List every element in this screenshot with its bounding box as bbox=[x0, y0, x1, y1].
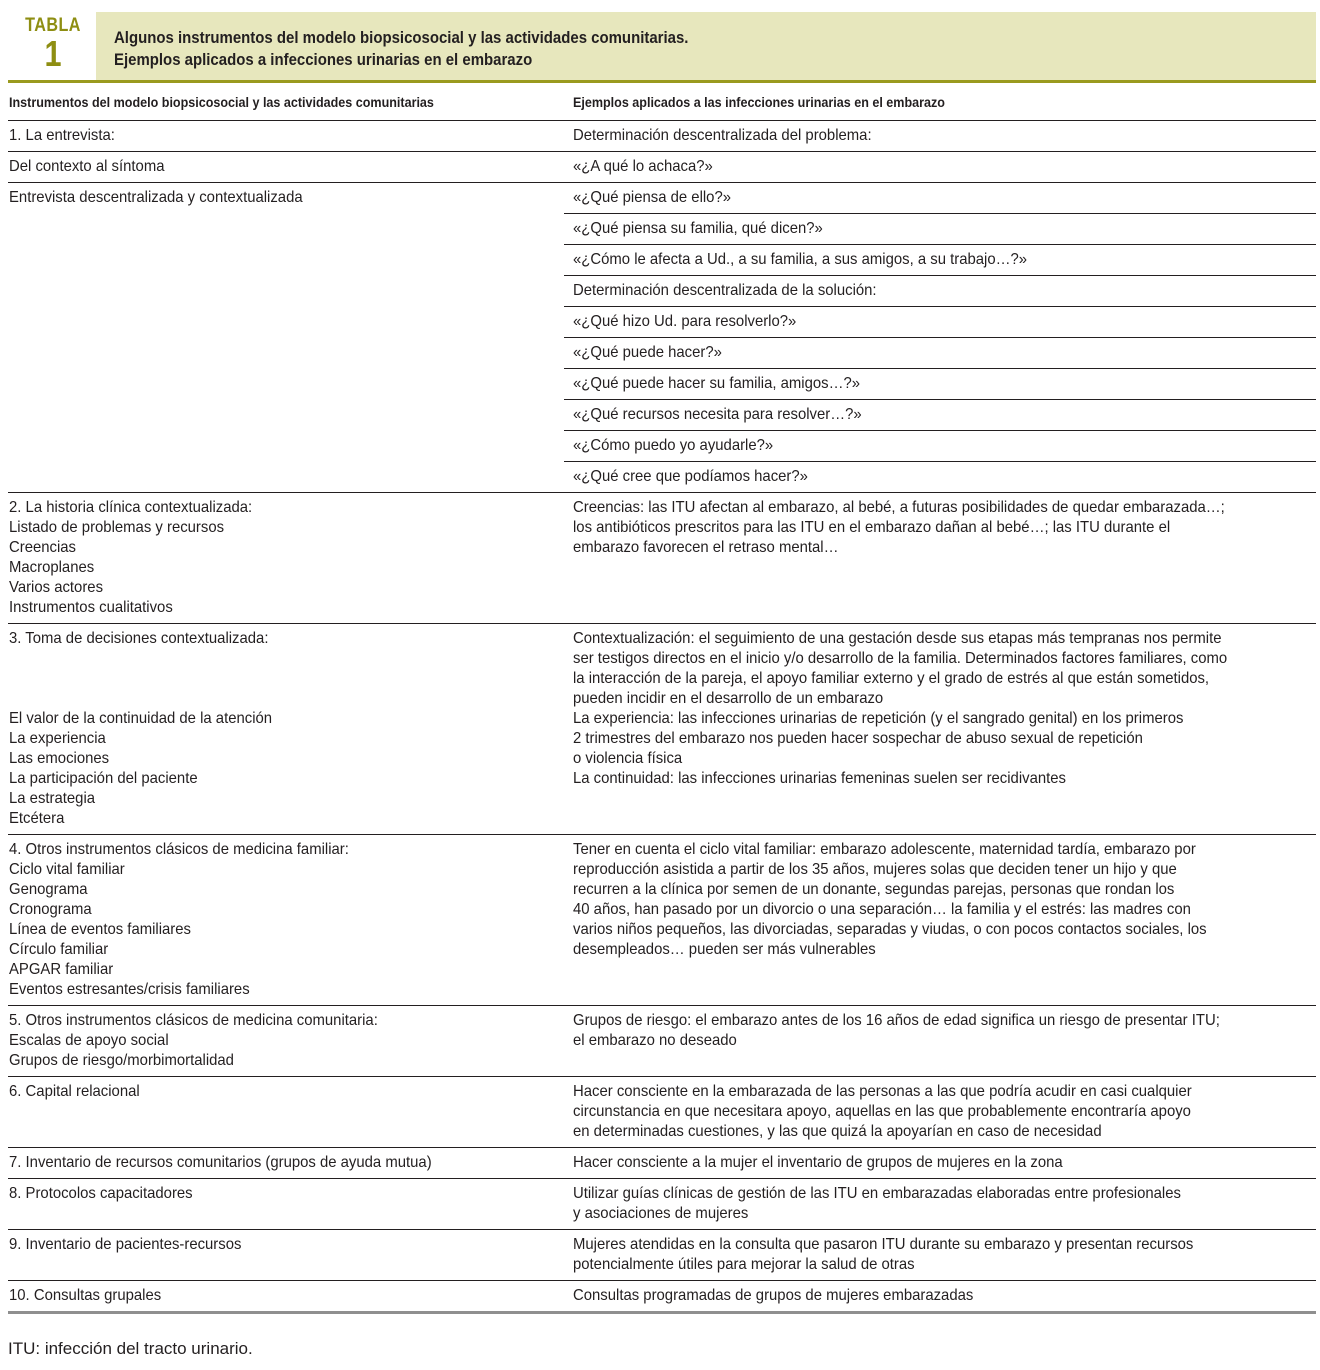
table-row bbox=[8, 493, 1316, 624]
table-title-line-1: Algunos instrumentos del modelo biopsicosocial y las actividades comunitarias. bbox=[114, 28, 689, 47]
table-row bbox=[8, 1148, 1316, 1179]
example-text: «¿Qué puede hacer su familia, amigos…?» bbox=[573, 375, 861, 392]
instrument-cell bbox=[8, 493, 564, 624]
example-cell bbox=[564, 1077, 1316, 1148]
example-text: Determinación descentralizada de la solución: bbox=[573, 282, 877, 299]
instrument-cell bbox=[8, 183, 564, 214]
example-cell bbox=[564, 1006, 1316, 1077]
table-row bbox=[8, 462, 1316, 493]
instrument-cell bbox=[8, 462, 564, 493]
instrument-cell bbox=[8, 214, 564, 245]
example-cell bbox=[564, 1179, 1316, 1230]
example-text: «¿Qué hizo Ud. para resolverlo?» bbox=[573, 313, 797, 330]
example-cell bbox=[564, 338, 1316, 369]
table-row bbox=[8, 276, 1316, 307]
example-cell bbox=[564, 1148, 1316, 1179]
column-header-ejemplos: Ejemplos aplicados a las infecciones urinarias en el embarazo bbox=[564, 84, 1316, 121]
example-cell bbox=[564, 276, 1316, 307]
table-title-box bbox=[96, 12, 1316, 80]
table-row bbox=[8, 1006, 1316, 1077]
example-text: Hacer consciente en la embarazada de las personas a las que podría acudir en casi cualquier circunstancia en que necesitara apoyo, aquellas en las que probablemente encontraría apoyo en determinadas cuestiones, y las que quizá la apoyarían en caso de necesidad bbox=[573, 1083, 1192, 1140]
example-cell bbox=[564, 245, 1316, 276]
table-head-row bbox=[8, 84, 1316, 121]
example-cell bbox=[564, 493, 1316, 624]
instrument-cell bbox=[8, 307, 564, 338]
table-row bbox=[8, 183, 1316, 214]
example-text: «¿Qué puede hacer?» bbox=[573, 344, 722, 361]
instrument-cell bbox=[8, 400, 564, 431]
instrument-cell bbox=[8, 369, 564, 400]
example-cell bbox=[564, 400, 1316, 431]
instrument-text: 6. Capital relacional bbox=[9, 1083, 140, 1100]
instrument-cell bbox=[8, 121, 564, 152]
example-cell bbox=[564, 1230, 1316, 1281]
example-text: «¿Cómo puedo yo ayudarle?» bbox=[573, 437, 774, 454]
table-row bbox=[8, 431, 1316, 462]
instrument-cell bbox=[8, 1148, 564, 1179]
example-cell bbox=[564, 307, 1316, 338]
table-row bbox=[8, 214, 1316, 245]
instrument-cell bbox=[8, 338, 564, 369]
example-cell bbox=[564, 214, 1316, 245]
example-cell bbox=[564, 1281, 1316, 1313]
data-table bbox=[8, 84, 1316, 1314]
instrument-cell bbox=[8, 1077, 564, 1148]
instrument-cell bbox=[8, 1281, 564, 1313]
table-row bbox=[8, 338, 1316, 369]
instrument-text: 8. Protocolos capacitadores bbox=[9, 1185, 193, 1202]
example-text: Creencias: las ITU afectan al embarazo, al bebé, a futuras posibilidades de quedar embarazada…; los antibióticos prescritos para las ITU en el embarazo dañan al bebé…; las ITU durante el embarazo favorecen el retraso mental… bbox=[573, 499, 1225, 556]
table-footnote: ITU: infección del tracto urinario. bbox=[8, 1339, 253, 1358]
table-row bbox=[8, 1281, 1316, 1313]
instrument-cell bbox=[8, 1179, 564, 1230]
table-row bbox=[8, 835, 1316, 1006]
instrument-text: 9. Inventario de pacientes-recursos bbox=[9, 1236, 242, 1253]
example-cell bbox=[564, 835, 1316, 1006]
table-row bbox=[8, 1230, 1316, 1281]
example-cell bbox=[564, 431, 1316, 462]
table-row bbox=[8, 400, 1316, 431]
example-cell bbox=[564, 121, 1316, 152]
table-body bbox=[8, 121, 1316, 1313]
example-text: «¿Qué cree que podíamos hacer?» bbox=[573, 468, 808, 485]
instrument-text: 4. Otros instrumentos clásicos de medicina familiar: Ciclo vital familiar Genograma Cronograma Línea de eventos familiares Círculo familiar APGAR familiar Eventos estresantes/crisis familiares bbox=[9, 841, 349, 998]
instrument-text: 10. Consultas grupales bbox=[9, 1287, 162, 1304]
example-text: «¿A qué lo achaca?» bbox=[573, 158, 713, 175]
example-cell bbox=[564, 624, 1316, 835]
example-text: «¿Qué piensa su familia, qué dicen?» bbox=[573, 220, 823, 237]
instrument-text: 2. La historia clínica contextualizada: Listado de problemas y recursos Creencias Macroplanes Varios actores Instrumentos cualitativos bbox=[9, 499, 253, 616]
instrument-text: 5. Otros instrumentos clásicos de medicina comunitaria: Escalas de apoyo social Grupos de riesgo/morbimortalidad bbox=[9, 1012, 378, 1069]
example-text: Grupos de riesgo: el embarazo antes de los 16 años de edad significa un riesgo de presentar ITU; el embarazo no deseado bbox=[573, 1012, 1220, 1049]
example-cell bbox=[564, 152, 1316, 183]
instrument-text: 1. La entrevista: bbox=[9, 127, 115, 144]
table-row bbox=[8, 1077, 1316, 1148]
example-text: Contextualización: el seguimiento de una gestación desde sus etapas más tempranas nos permite ser testigos directos en el inicio y/o desarrollo de la familia. Determinados factores familiares, como la interacción de la pareja, el apoyo familiar externo y el grado de estrés al que están sometidos, pueden incidir en el desarrollo de un embarazo La experiencia: las infecciones urinarias de repetición (y el sangrado genital) en los primeros 2 trimestres del embarazo nos pueden hacer sospechar de abuso sexual de repetición o violencia física La continuidad: las infecciones urinarias femeninas suelen ser recidivantes bbox=[573, 630, 1228, 787]
example-text: Tener en cuenta el ciclo vital familiar: embarazo adolescente, maternidad tardía, embarazo por reproducción asistida a partir de los 35 años, mujeres solas que deciden tener un hijo y que recurren a la clínica por semen de un donante, segundas parejas, personas que rondan los 40 años, han pasado por un divorcio o una separación… la familia y el estrés: las madres con varios niños pequeños, las divorciadas, separadas y viudas, o con pocos contactos sociales, los desempleados… pueden ser más vulnerables bbox=[573, 841, 1207, 958]
table-row bbox=[8, 307, 1316, 338]
table-row bbox=[8, 369, 1316, 400]
table-row bbox=[8, 245, 1316, 276]
table-tag-word: TABLA bbox=[25, 15, 81, 36]
instrument-cell bbox=[8, 431, 564, 462]
example-cell bbox=[564, 462, 1316, 493]
instrument-cell bbox=[8, 245, 564, 276]
instrument-cell bbox=[8, 1006, 564, 1077]
example-text: «¿Qué recursos necesita para resolver…?» bbox=[573, 406, 862, 423]
table-tag-number: 1 bbox=[44, 33, 62, 74]
instrument-cell bbox=[8, 152, 564, 183]
instrument-cell bbox=[8, 624, 564, 835]
example-cell bbox=[564, 369, 1316, 400]
instrument-text: 3. Toma de decisiones contextualizada: El valor de la continuidad de la atención La experiencia Las emociones La participación del paciente La estrategia Etcétera bbox=[9, 630, 273, 827]
instrument-text: 7. Inventario de recursos comunitarios (grupos de ayuda mutua) bbox=[9, 1154, 432, 1171]
instrument-cell bbox=[8, 835, 564, 1006]
example-text: Mujeres atendidas en la consulta que pasaron ITU durante su embarazo y presentan recursos potencialmente útiles para mejorar la salud de otras bbox=[573, 1236, 1194, 1273]
table-row bbox=[8, 1179, 1316, 1230]
table-row bbox=[8, 152, 1316, 183]
table-row bbox=[8, 121, 1316, 152]
table-header bbox=[8, 12, 1316, 83]
instrument-cell bbox=[8, 1230, 564, 1281]
instrument-text: Entrevista descentralizada y contextualizada bbox=[9, 189, 303, 206]
table-tag bbox=[16, 16, 90, 72]
instrument-text: Del contexto al síntoma bbox=[9, 158, 165, 175]
instrument-cell bbox=[8, 276, 564, 307]
example-text: «¿Qué piensa de ello?» bbox=[573, 189, 732, 206]
example-text: Utilizar guías clínicas de gestión de las ITU en embarazadas elaboradas entre profesionales y asociaciones de mujeres bbox=[573, 1185, 1181, 1222]
example-cell bbox=[564, 183, 1316, 214]
column-header-instrumentos: Instrumentos del modelo biopsicosocial y las actividades comunitarias bbox=[8, 84, 564, 121]
table-title-line-2: Ejemplos aplicados a infecciones urinarias en el embarazo bbox=[114, 50, 533, 69]
example-text: Hacer consciente a la mujer el inventario de grupos de mujeres en la zona bbox=[573, 1154, 1063, 1171]
example-text: «¿Cómo le afecta a Ud., a su familia, a sus amigos, a su trabajo…?» bbox=[573, 251, 1028, 268]
example-text: Determinación descentralizada del problema: bbox=[573, 127, 872, 144]
table-row bbox=[8, 624, 1316, 835]
example-text: Consultas programadas de grupos de mujeres embarazadas bbox=[573, 1287, 974, 1304]
